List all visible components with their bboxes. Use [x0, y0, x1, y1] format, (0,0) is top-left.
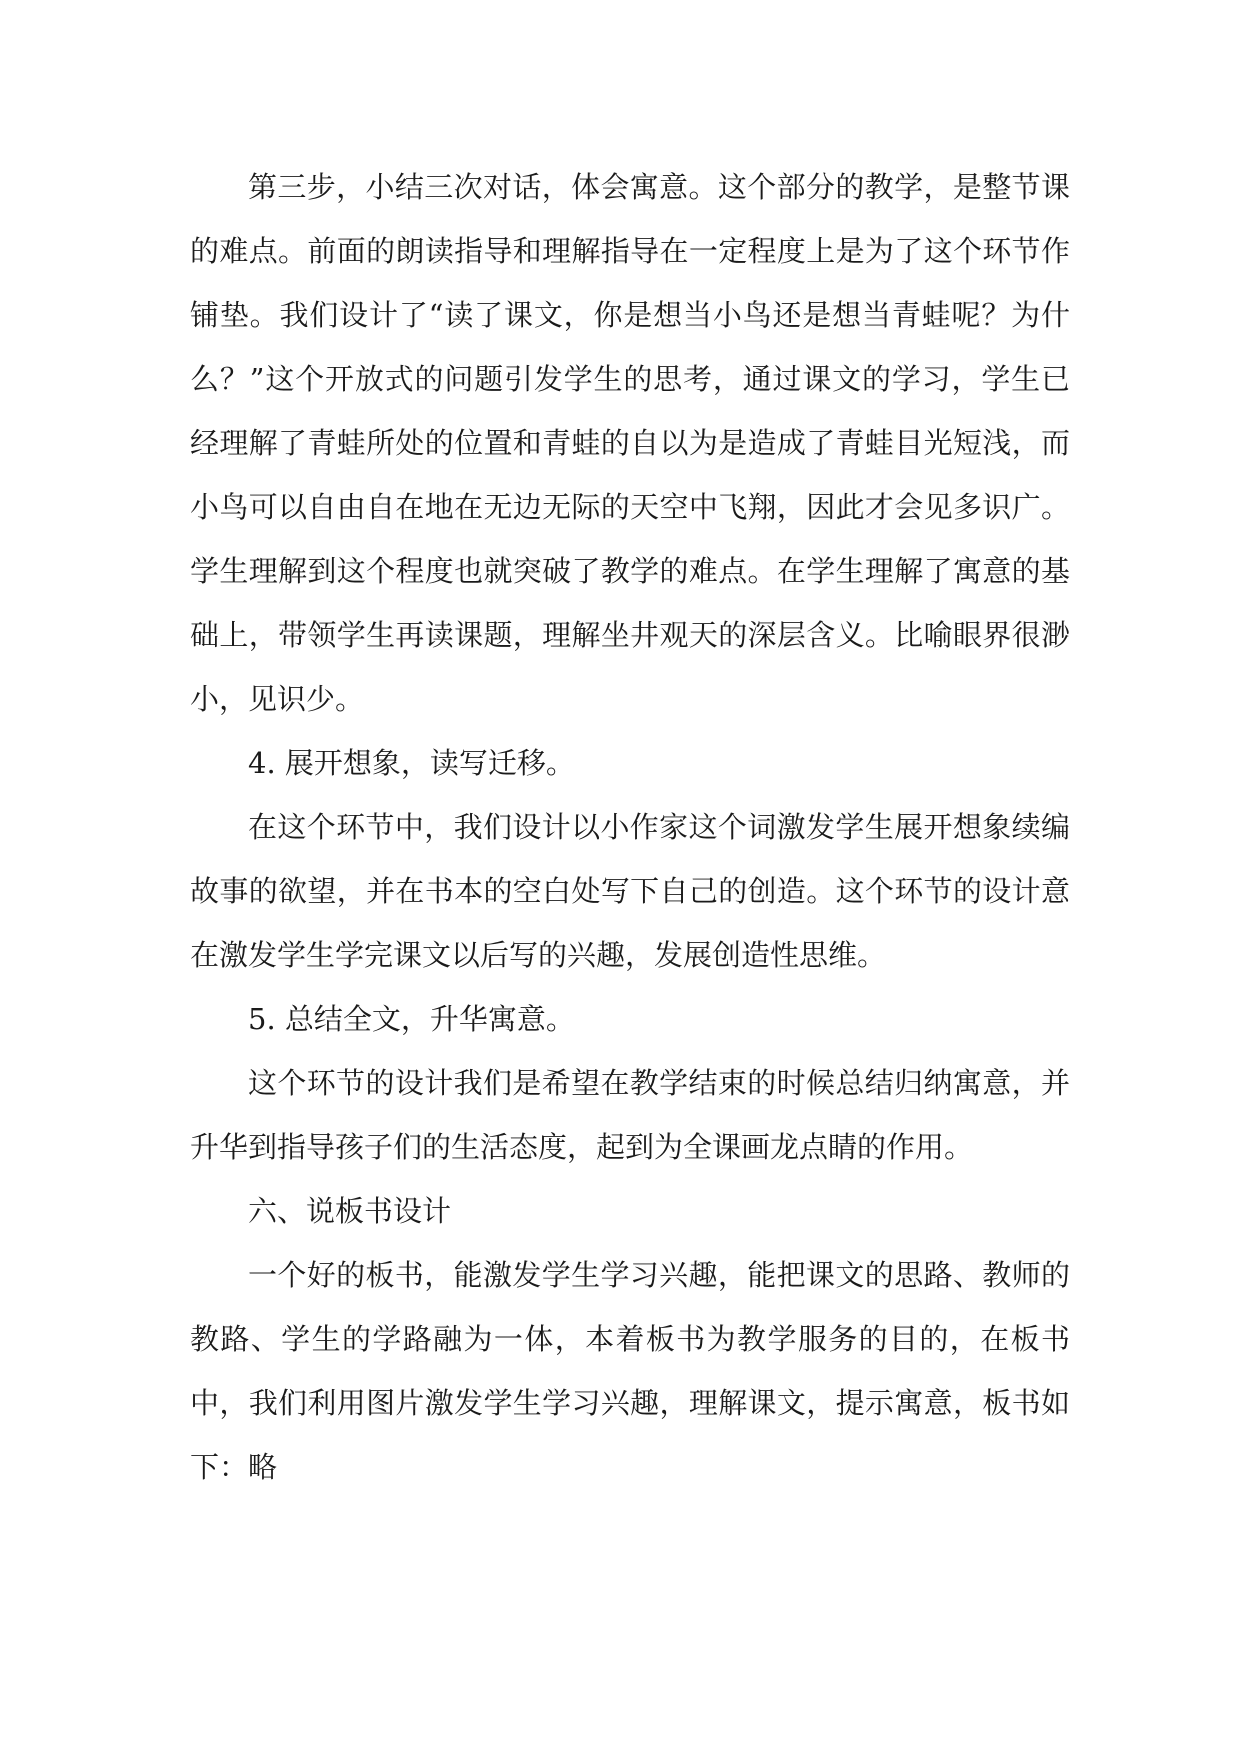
paragraph-step-three-summary: 第三步，小结三次对话，体会寓意。这个部分的教学，是整节课的难点。前面的朗读指导和理解指导在一定程度上是为了这个环节作铺垫。我们设计了“读了课文，你是想当小鸟还是想当青蛙呢？为什么？”这个开放式的问题引发学生的思考，通过课文的学习，学生已经理解了青蛙所处的位置和青蛙的自以为是造成了青蛙目光短浅，而小鸟可以自由自在地在无边无际的天空中飞翔，因此才会见多识广。学生理解到这个程度也就突破了教学的难点。在学生理解了寓意的基础上，带领学生再读课题，理解坐井观天的深层含义。比喻眼界很渺小，见识少。	[190, 170, 1070, 716]
heading-imagination-transfer: 4. 展开想象，读写迁移。	[248, 746, 575, 780]
heading-summary-sublimation: 5. 总结全文，升华寓意。	[248, 1002, 575, 1036]
paragraph-imagination-transfer: 在这个环节中，我们设计以小作家这个词激发学生展开想象续编故事的欲望，并在书本的空白处写下自己的创造。这个环节的设计意在激发学生学完课文以后写的兴趣，发展创造性思维。	[190, 810, 1070, 972]
body-text	[190, 155, 1070, 1499]
heading-blackboard-design: 六、说板书设计	[248, 1194, 452, 1228]
paragraph-blackboard-design: 一个好的板书，能激发学生学习兴趣，能把课文的思路、教师的教路、学生的学路融为一体，本着板书为教学服务的目的，在板书中，我们利用图片激发学生学习兴趣，理解课文，提示寓意，板书如下：略	[190, 1258, 1070, 1484]
paragraph-summary-sublimation: 这个环节的设计我们是希望在教学结束的时候总结归纳寓意，并升华到指导孩子们的生活态度，起到为全课画龙点睛的作用。	[190, 1066, 1070, 1164]
